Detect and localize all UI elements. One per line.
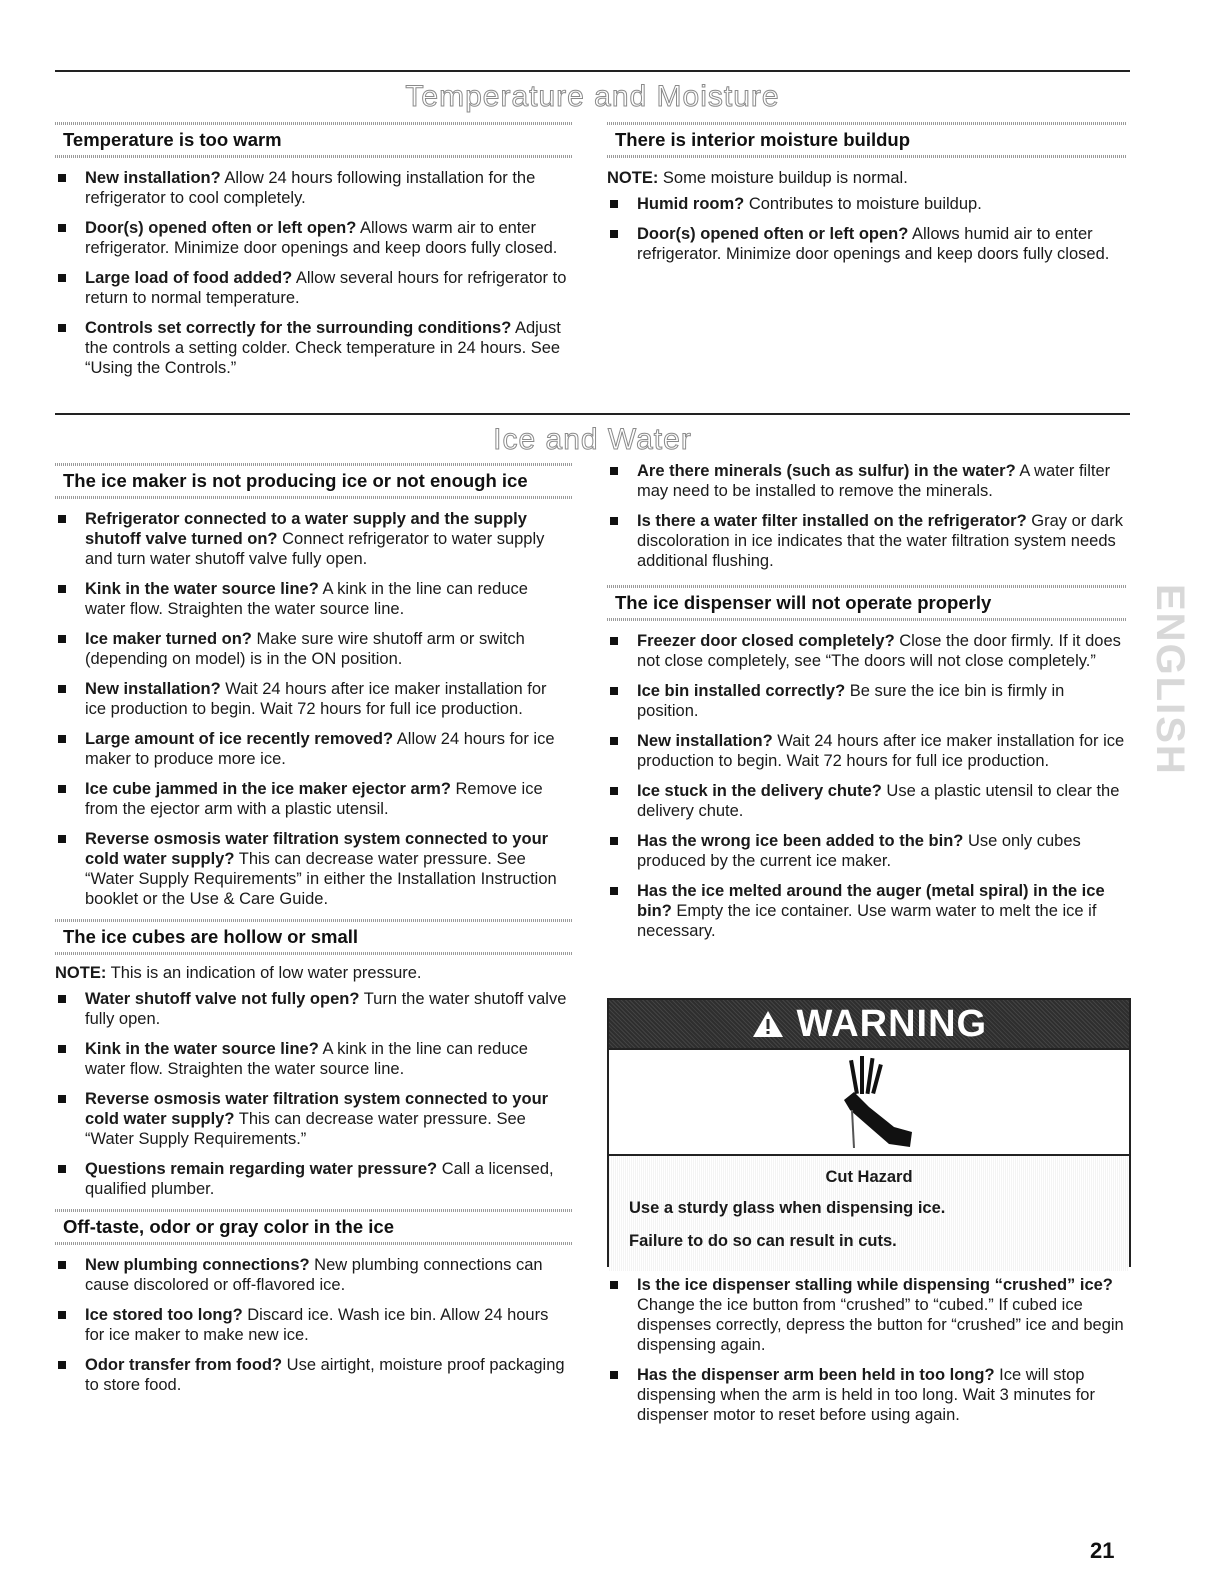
list-item: Kink in the water source line? A kink in the line can reduce water flow. Straighten the water source line. [55, 1039, 572, 1079]
section-title-temperature: Temperature and Moisture [405, 80, 780, 113]
list-item: Reverse osmosis water filtration system connected to your cold water supply? This can decrease water pressure. See “Water Supply Requirements” in either the Installation Instruction booklet or the Use & Care Guide. [55, 829, 572, 909]
list-item: New plumbing connections? New plumbing connections can cause discolored or off-flavored ice. [55, 1255, 572, 1295]
list-item: Ice stuck in the delivery chute? Use a plastic utensil to clear the delivery chute. [607, 781, 1127, 821]
list-item: Is there a water filter installed on the refrigerator? Gray or dark discoloration in ice indicates that the water filtration system needs additional flushing. [607, 511, 1127, 571]
subsection-heading: The ice dispenser will not operate properly [607, 585, 1127, 621]
subsection-heading: Temperature is too warm [55, 122, 572, 158]
warning-line: Failure to do so can result in cuts. [629, 1232, 897, 1250]
list-item: Reverse osmosis water filtration system connected to your cold water supply? This can decrease water pressure. See “Water Supply Requirements.” [55, 1089, 572, 1149]
item-list [55, 1255, 572, 1395]
list-item: Kink in the water source line? A kink in the line can reduce water flow. Straighten the water source line. [55, 579, 572, 619]
list-item: Ice maker turned on? Make sure wire shutoff arm or switch (depending on model) is in the ON position. [55, 629, 572, 669]
warning-line: Use a sturdy glass when dispensing ice. [629, 1199, 946, 1217]
ice-maker-column [55, 463, 572, 1405]
subsection-heading: The ice cubes are hollow or small [55, 919, 572, 955]
list-item: Large load of food added? Allow several hours for refrigerator to return to normal temperature. [55, 268, 572, 308]
list-item: Humid room? Contributes to moisture buildup. [607, 194, 1127, 214]
warning-body [609, 1156, 1129, 1271]
list-item: Ice stored too long? Discard ice. Wash ice bin. Allow 24 hours for ice maker to make new ice. [55, 1305, 572, 1345]
list-item: Ice bin installed correctly? Be sure the ice bin is firmly in position. [607, 681, 1127, 721]
list-item: Has the dispenser arm been held in too long? Ice will stop dispensing when the arm is held in too long. Wait 3 minutes for dispenser motor to reset before using again. [607, 1365, 1127, 1425]
section-rule [55, 413, 1130, 415]
item-list [607, 194, 1127, 264]
item-list [55, 509, 572, 909]
list-item: Refrigerator connected to a water supply and the supply shutoff valve turned on? Connect refrigerator to water supply and turn water shutoff valve fully open. [55, 509, 572, 569]
list-item: New installation? Allow 24 hours following installation for the refrigerator to cool completely. [55, 168, 572, 208]
list-item: Are there minerals (such as sulfur) in the water? A water filter may need to be installed to remove the minerals. [607, 461, 1127, 501]
warning-label: WARNING [796, 1003, 988, 1045]
item-list [607, 1275, 1127, 1425]
warning-header [609, 1000, 1129, 1048]
list-item: Ice cube jammed in the ice maker ejector arm? Remove ice from the ejector arm with a plastic utensil. [55, 779, 572, 819]
warning-triangle-icon [751, 1003, 797, 1045]
list-item: Is the ice dispenser stalling while dispensing “crushed” ice? Change the ice button from “crushed” to “cubed.” If cubed ice dispenses correctly, depress the button for “crushed” ice and begin dispensing again. [607, 1275, 1127, 1355]
temperature-warm-column [55, 122, 572, 388]
list-item: Questions remain regarding water pressure? Call a licensed, qualified plumber. [55, 1159, 572, 1199]
note-text: NOTE: This is an indication of low water pressure. [55, 964, 422, 982]
dispenser-column [607, 461, 1127, 951]
page-number: 21 [1090, 1538, 1115, 1563]
list-item: Controls set correctly for the surrounding conditions? Adjust the controls a setting colder. Check temperature in 24 hours. See “Using the Controls.” [55, 318, 572, 378]
list-item: Has the wrong ice been added to the bin? Use only cubes produced by the current ice maker. [607, 831, 1127, 871]
list-item: New installation? Wait 24 hours after ice maker installation for ice production to begin. Wait 72 hours for full ice production. [55, 679, 572, 719]
item-list [55, 168, 572, 378]
top-rule [55, 70, 1130, 72]
subsection-heading: The ice maker is not producing ice or not enough ice [55, 463, 572, 499]
subsection-heading: There is interior moisture buildup [607, 122, 1127, 158]
item-list [55, 989, 572, 1199]
warning-icon-area [609, 1048, 1129, 1156]
list-item: Large amount of ice recently removed? Allow 24 hours for ice maker to produce more ice. [55, 729, 572, 769]
list-item: Water shutoff valve not fully open? Turn the water shutoff valve fully open. [55, 989, 572, 1029]
cut-hazard-hand-icon [814, 1052, 924, 1152]
list-item: New installation? Wait 24 hours after ice maker installation for ice production to begin. Wait 72 hours for full ice production. [607, 731, 1127, 771]
subsection-heading: Off-taste, odor or gray color in the ice [55, 1209, 572, 1245]
list-item: Door(s) opened often or left open? Allows warm air to enter refrigerator. Minimize door openings and keep doors fully closed. [55, 218, 572, 258]
list-item: Door(s) opened often or left open? Allows humid air to enter refrigerator. Minimize door openings and keep doors fully closed. [607, 224, 1127, 264]
language-side-tab: ENGLISH [1148, 584, 1192, 776]
list-item: Freezer door closed completely? Close the door firmly. If it does not close completely, see “The doors will not close completely.” [607, 631, 1127, 671]
warning-box [607, 998, 1131, 1267]
item-list [607, 631, 1127, 941]
list-item: Has the ice melted around the auger (metal spiral) in the ice bin? Empty the ice container. Use warm water to melt the ice if necessary. [607, 881, 1127, 941]
dispenser-column-continued [607, 1275, 1127, 1435]
list-item: Odor transfer from food? Use airtight, moisture proof packaging to store food. [55, 1355, 572, 1395]
note-text: NOTE: Some moisture buildup is normal. [607, 169, 908, 187]
hazard-title: Cut Hazard [825, 1168, 913, 1186]
section-title-ice-water: Ice and Water [493, 423, 692, 456]
moisture-buildup-column [607, 122, 1127, 274]
item-list [607, 461, 1127, 571]
